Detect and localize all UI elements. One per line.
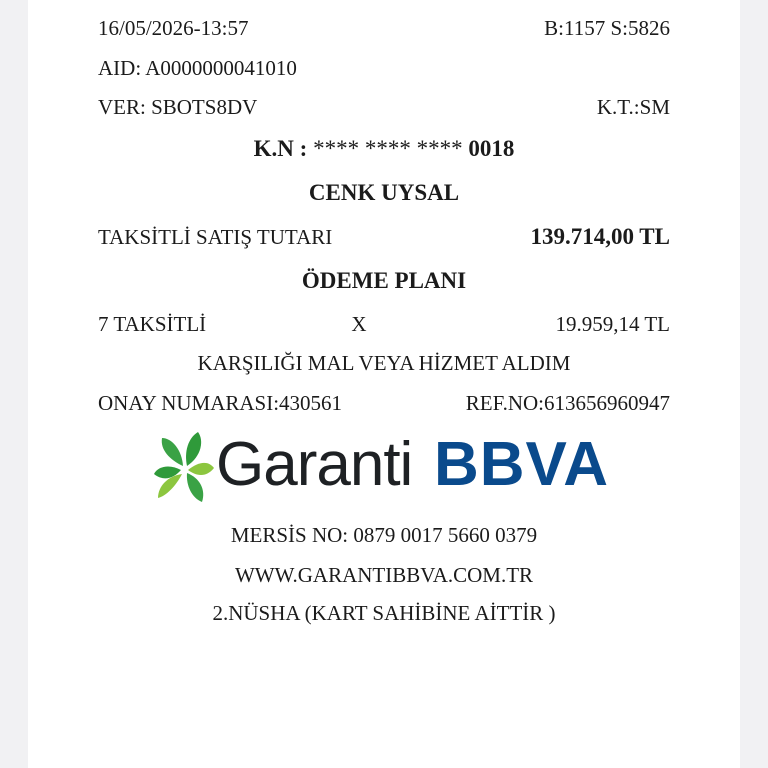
clover-leaf-right: [188, 463, 214, 475]
receipt: [28, 0, 740, 768]
installment-sale-label: TAKSİTLİ SATIŞ TUTARI: [98, 225, 333, 249]
clover-leaf-top-left: [162, 438, 183, 466]
copy-note-line: [98, 600, 670, 626]
batch-sequence: B:1157 S:5826: [544, 16, 670, 40]
mersis-line: [98, 522, 670, 548]
acknowledgement-line: [98, 350, 670, 376]
transaction-datetime: 16/05/2026-13:57: [98, 16, 249, 40]
installment-count: 7 TAKSİTLİ: [98, 312, 207, 336]
installment-multiplier: X: [351, 312, 367, 336]
logo-text-garanti: Garanti: [216, 430, 413, 499]
header-line-1: [98, 15, 670, 41]
card-number-label: K.N :: [253, 136, 308, 161]
website-line: [98, 562, 670, 588]
copy-note: 2.NÜSHA (KART SAHİBİNE AİTTİR ): [212, 601, 556, 625]
approval-number: ONAY NUMARASI:430561: [98, 391, 343, 415]
version-line: [98, 94, 670, 120]
website: WWW.GARANTIBBVA.COM.TR: [234, 563, 534, 587]
installment-line: [98, 311, 670, 337]
reference-number: REF.NO:613656960947: [465, 391, 670, 415]
payment-plan-line: [98, 268, 670, 294]
sale-amount-line: [98, 224, 670, 250]
aid-line: [98, 55, 670, 81]
acknowledgement: KARŞILIĞI MAL VEYA HİZMET ALDIM: [197, 351, 571, 375]
mersis-number: MERSİS NO: 0879 0017 5660 0379: [230, 523, 538, 547]
garanti-bbva-logo: [154, 426, 624, 510]
clover-icon: [154, 426, 214, 510]
cardholder-name: CENK UYSAL: [308, 180, 460, 205]
installment-sale-amount: 139.714,00 TL: [530, 224, 670, 249]
terminal-version: VER: SBOTS8DV: [98, 95, 258, 119]
installment-amount: 19.959,14 TL: [555, 312, 670, 336]
card-number-line: [98, 136, 670, 162]
cardholder-line: [98, 180, 670, 206]
card-number-masked: **** **** ****: [313, 136, 463, 161]
approval-line: [98, 390, 670, 416]
aid: AID: A0000000041010: [98, 56, 297, 80]
payment-plan-title: ÖDEME PLANI: [301, 268, 467, 293]
card-number-last-digits: 0018: [468, 136, 515, 161]
logo-text-bbva: BBVA: [434, 430, 610, 499]
kt-code: K.T.:SM: [596, 95, 670, 119]
clover-leaf-top-right: [186, 432, 201, 466]
clover-leaf-bottom-right: [187, 473, 203, 502]
